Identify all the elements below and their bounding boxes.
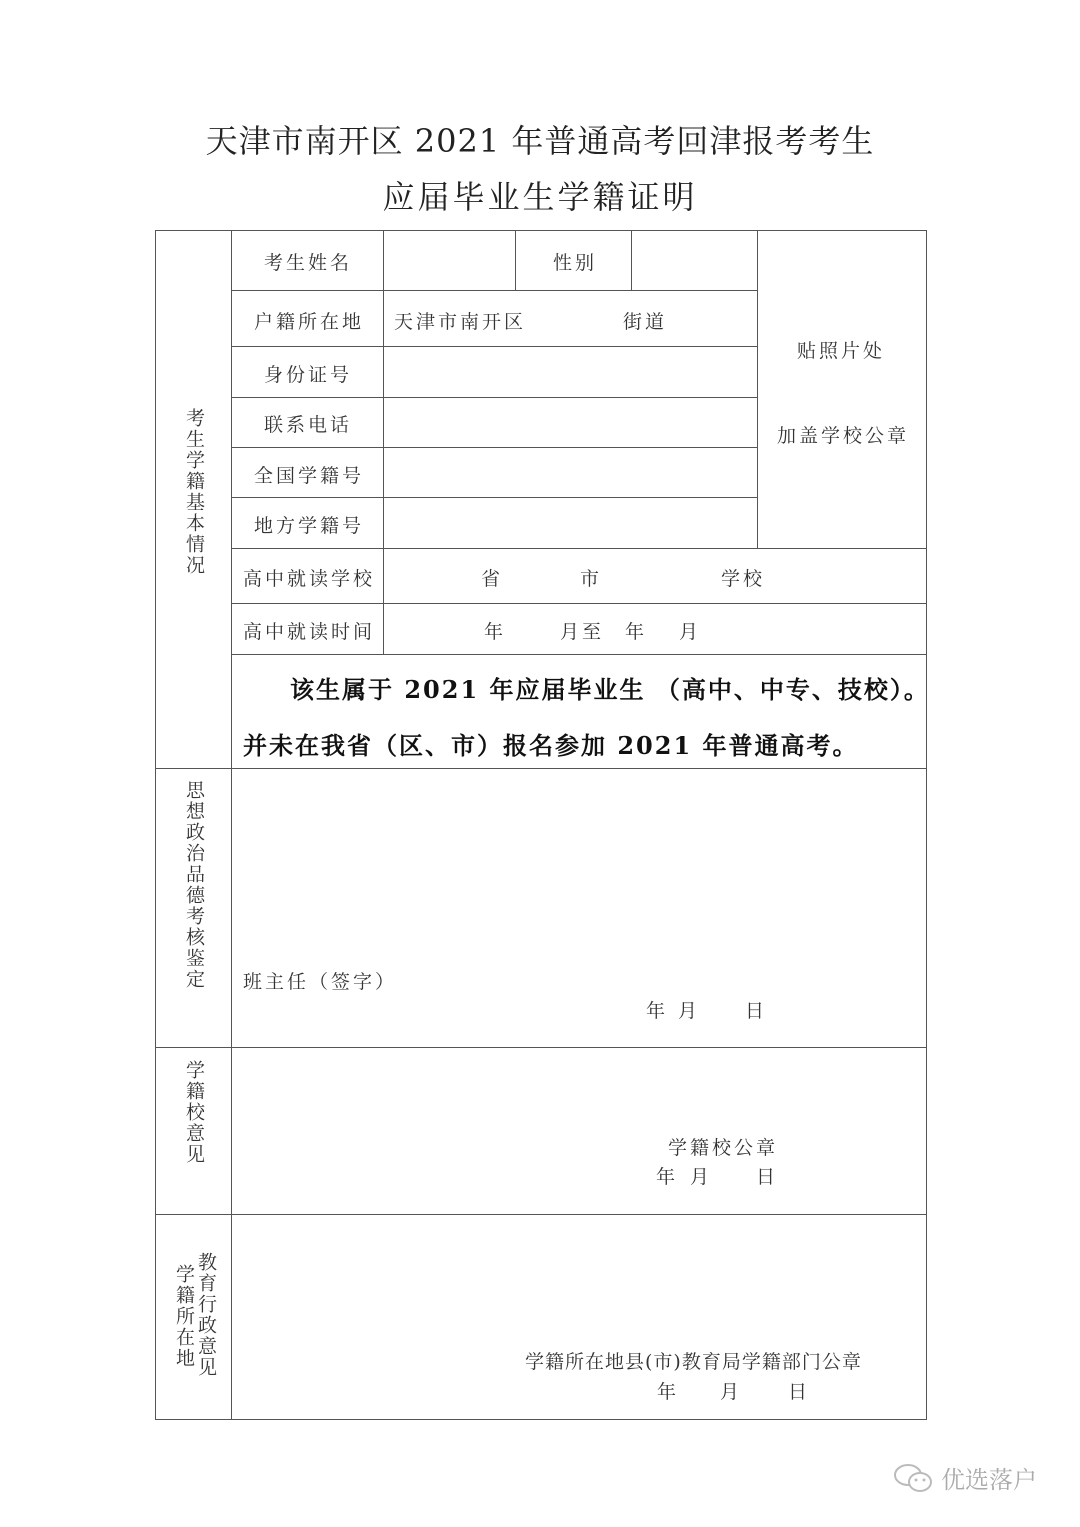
school-school: 学校 <box>721 568 766 590</box>
label-gender: 性别 <box>553 252 598 274</box>
period-month2: 月 <box>679 621 702 643</box>
watermark-text: 优选落户 <box>941 1466 1037 1494</box>
period-month1: 月至 <box>560 621 605 643</box>
section-basic-info-label: 考生学籍基本情况 <box>183 408 205 576</box>
watermark <box>893 1460 1037 1495</box>
section-school-opinion-label: 学籍校意见 <box>183 1060 205 1165</box>
statement-line-1: 该生属于 2021 年应届毕业生 （高中、中专、技校）。 <box>290 675 930 704</box>
label-school: 高中就读学校 <box>243 568 376 590</box>
moral-month: 月 <box>678 1000 701 1022</box>
school-month: 月 <box>690 1166 713 1188</box>
period-year1: 年 <box>484 621 507 643</box>
section-edu-label-b: 教育行政意见 <box>195 1252 217 1378</box>
edu-day: 日 <box>788 1381 811 1403</box>
title-line-1: 天津市南开区 2021 年普通高考回津报考考生 <box>205 122 875 160</box>
photo-placeholder: 贴照片处 <box>797 340 886 362</box>
household-district: 天津市南开区 <box>394 311 527 333</box>
wechat-icon <box>893 1462 935 1494</box>
photo-stamp-note: 加盖学校公章 <box>777 425 910 447</box>
label-national-id: 全国学籍号 <box>254 465 365 487</box>
statement-line-2: 并未在我省（区、市）报名参加 2021 年普通高考。 <box>243 731 859 760</box>
school-province: 省 <box>481 568 504 590</box>
household-street: 街道 <box>623 311 668 333</box>
school-year: 年 <box>656 1166 679 1188</box>
label-id-number: 身份证号 <box>264 364 353 386</box>
edu-month: 月 <box>720 1381 743 1403</box>
edu-year: 年 <box>657 1381 680 1403</box>
label-period: 高中就读时间 <box>243 621 376 643</box>
title-line-2: 应届毕业生学籍证明 <box>382 178 698 216</box>
teacher-signature-label: 班主任（签字） <box>243 971 398 993</box>
section-edu-label-a: 学籍所在地 <box>173 1264 195 1369</box>
label-name: 考生姓名 <box>264 252 353 274</box>
moral-day: 日 <box>745 1000 768 1022</box>
edu-stamp-label: 学籍所在地县(市)教育局学籍部门公章 <box>525 1351 862 1373</box>
school-city: 市 <box>580 568 603 590</box>
school-day: 日 <box>756 1166 779 1188</box>
moral-year: 年 <box>646 1000 669 1022</box>
section-moral-label: 思想政治品德考核鉴定 <box>183 780 205 990</box>
period-year2: 年 <box>625 621 648 643</box>
label-local-id: 地方学籍号 <box>254 515 365 537</box>
label-household: 户籍所在地 <box>254 311 365 333</box>
label-phone: 联系电话 <box>264 414 353 436</box>
school-stamp-label: 学籍校公章 <box>668 1137 779 1159</box>
